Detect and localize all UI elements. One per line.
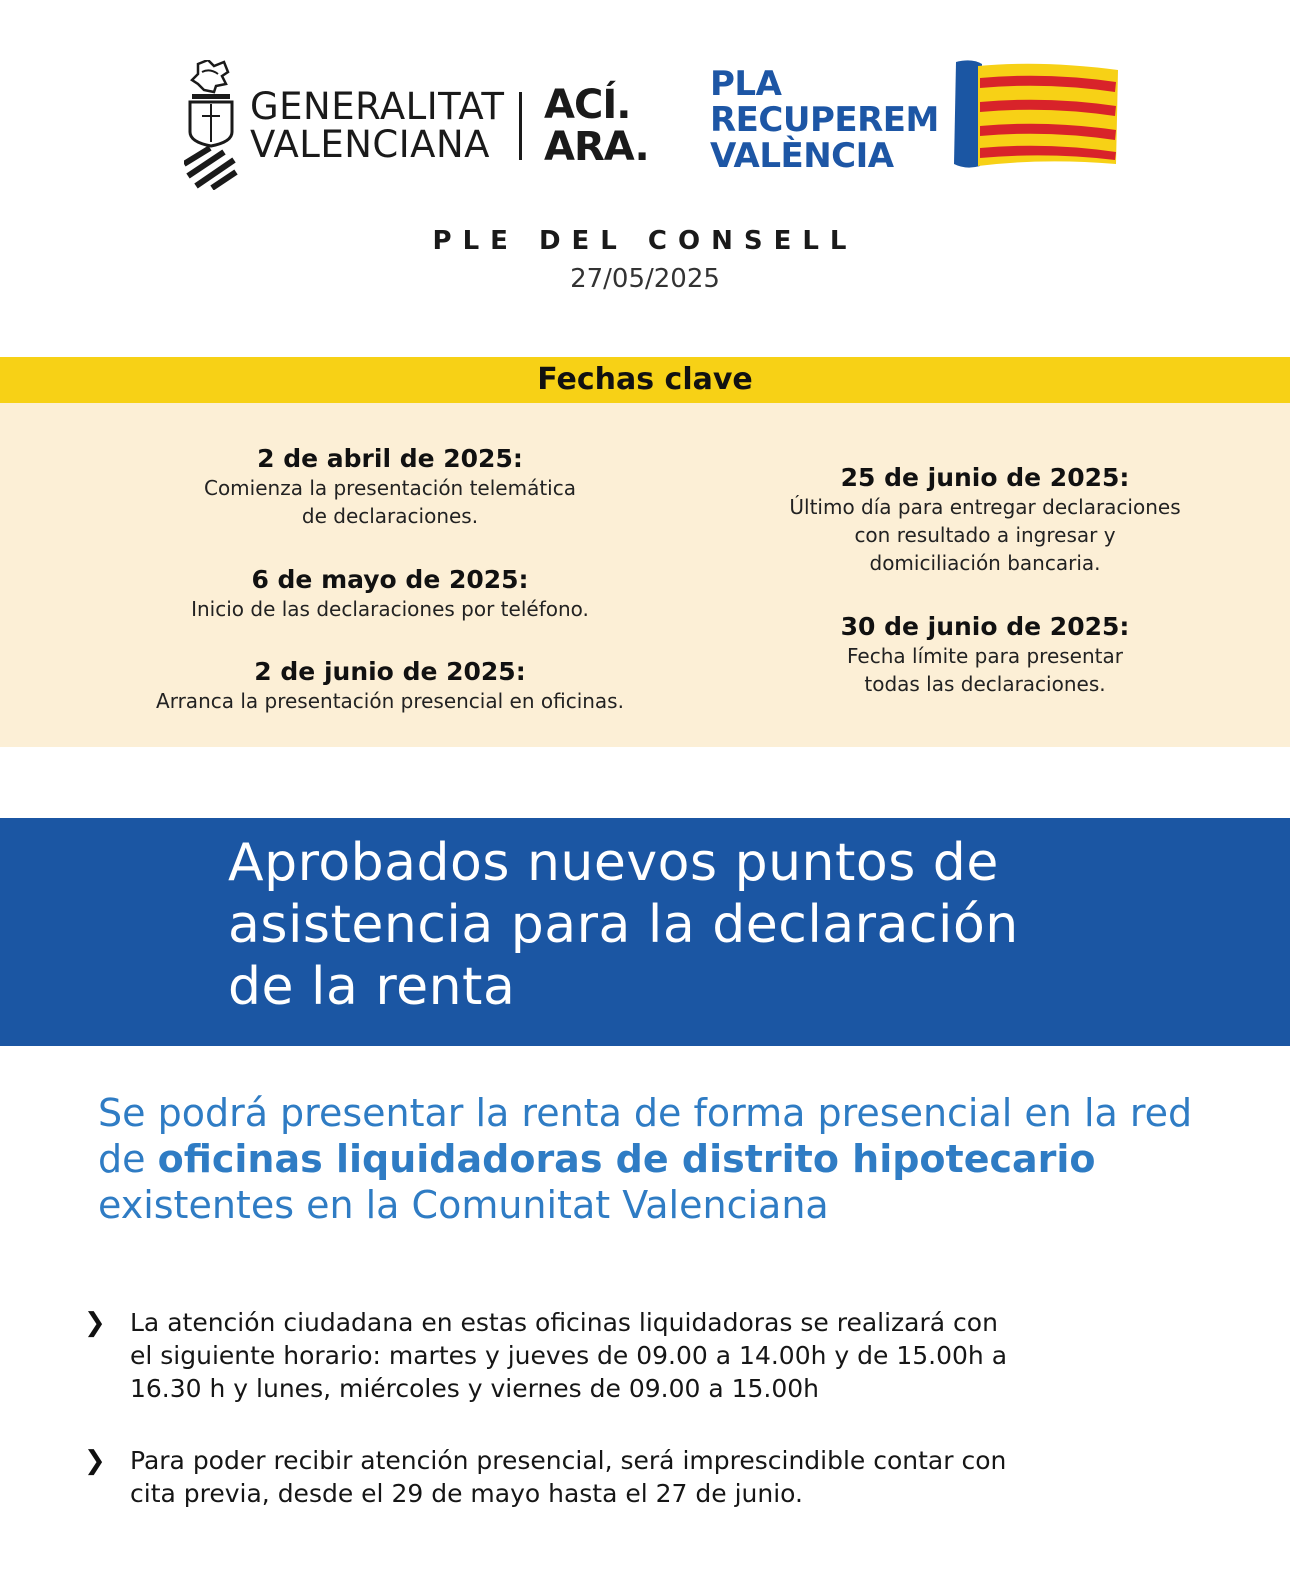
key-date-item	[735, 611, 1235, 698]
logo-line: GENERALITAT	[250, 85, 505, 128]
bullet-text	[130, 1444, 1204, 1510]
headline-line: Aprobados nuevos puntos de	[228, 833, 999, 893]
subheadline-part2: existentes en la Comunitat Valenciana	[98, 1183, 829, 1227]
bullet-item	[84, 1444, 1204, 1510]
key-desc-line: todas las declaraciones.	[864, 672, 1106, 696]
chevron-right-icon: ❯	[84, 1308, 106, 1338]
subheadline-part1: Se podrá presentar la renta de forma presencial en la red de	[98, 1091, 1193, 1181]
key-date-item	[735, 462, 1235, 577]
logo-divider	[519, 92, 522, 160]
key-desc-line: con resultado a ingresar y	[854, 523, 1116, 547]
bullet-text	[130, 1306, 1204, 1405]
logo-line: ARA.	[544, 124, 649, 170]
chevron-right-icon: ❯	[84, 1446, 106, 1476]
logo-line: ACÍ.	[544, 82, 631, 128]
key-date: 2 de junio de 2025:	[254, 657, 526, 686]
key-date-item	[90, 443, 690, 530]
key-date-item	[90, 564, 690, 623]
aci-ara-logo	[544, 84, 649, 168]
key-date: 6 de mayo de 2025:	[251, 565, 529, 594]
senyera-flag-icon	[952, 58, 1122, 170]
bullet-line: Para poder recibir atención presencial, será imprescindible contar con	[130, 1446, 1007, 1475]
generalitat-logo-text	[250, 85, 505, 166]
bullet-line: cita previa, desde el 29 de mayo hasta el 27 de junio.	[130, 1479, 803, 1508]
pla-recuperem-logo	[710, 66, 939, 174]
coat-of-arms-icon	[184, 60, 238, 190]
key-desc-line: Comienza la presentación telemática	[203, 476, 576, 500]
key-desc-line: domiciliación bancaria.	[869, 551, 1101, 575]
subheadline	[98, 1090, 1248, 1228]
headline-line: de la renta	[228, 957, 516, 1017]
key-desc-line: de declaraciones.	[301, 504, 479, 528]
key-date: 25 de junio de 2025:	[840, 463, 1130, 492]
key-desc-line: Último día para entregar declaraciones	[789, 495, 1181, 519]
subheadline-bold: oficinas liquidadoras de distrito hipotecario	[157, 1137, 1096, 1181]
key-date: 30 de junio de 2025:	[840, 612, 1130, 641]
key-desc-line: Inicio de las declaraciones por teléfono.	[191, 597, 589, 621]
bullet-line: La atención ciudadana en estas oficinas liquidadoras se realizará con	[130, 1308, 998, 1337]
logo-line: PLA	[710, 64, 782, 104]
logo-line: VALENCIANA	[250, 123, 490, 166]
bullet-line: el siguiente horario: martes y jueves de 09.00 a 14.00h y de 15.00h a	[130, 1341, 1008, 1370]
headline	[228, 832, 1228, 1018]
bullet-line: 16.30 h y lunes, miércoles y viernes de 09.00 a 15.00h	[130, 1374, 820, 1403]
key-date: 2 de abril de 2025:	[257, 444, 523, 473]
key-desc-line: Fecha límite para presentar	[847, 644, 1123, 668]
key-desc-line: Arranca la presentación presencial en oficinas.	[156, 689, 624, 713]
key-date-item	[90, 656, 690, 715]
page-date: 27/05/2025	[570, 264, 720, 294]
bullet-item	[84, 1306, 1204, 1405]
page-title: PLE DEL CONSELL	[432, 226, 858, 256]
logo-line: VALÈNCIA	[710, 136, 894, 176]
fechas-clave-title: Fechas clave	[0, 357, 1290, 403]
headline-line: asistencia para la declaración	[228, 895, 1019, 955]
logo-line: RECUPEREM	[710, 100, 939, 140]
